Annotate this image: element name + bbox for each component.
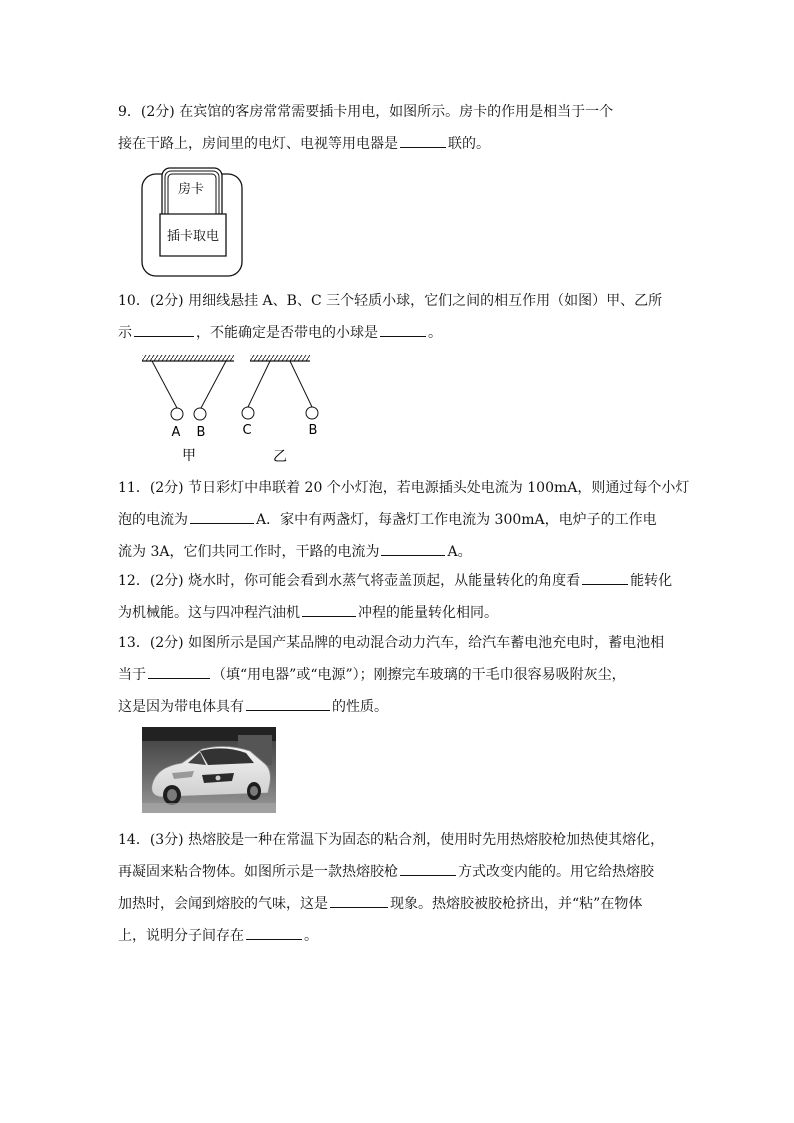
q13-line-1: 13．(2分) 如图所示是国产某品牌的电动混合动力汽车，给汽车蓄电池充电时，蓄电池相 [118, 635, 665, 651]
q10-text-c: 。 [428, 325, 442, 341]
q14-text-f: 。 [304, 928, 318, 944]
q12-text-b: 能转化 [630, 573, 673, 589]
q9-line-2 [118, 128, 678, 160]
q14-text-b: 方式改变内能的。用它给热熔胶 [458, 864, 654, 880]
q12-text-c: 为机械能。这与四冲程汽油机 [118, 605, 300, 621]
label-b-left: B [196, 425, 206, 440]
q12-text-a: 12．(2分) 烧水时，你可能会看到水蒸气将壶盖顶起，从能量转化的角度看 [118, 573, 581, 589]
question-9 [118, 96, 678, 160]
q10-text-a: 示 [118, 325, 132, 341]
hybrid-car-photo [142, 727, 276, 813]
answer-blank[interactable] [582, 570, 628, 585]
card-label: 房卡 [177, 182, 205, 197]
answer-blank[interactable] [246, 696, 330, 711]
q9-line-1: 9．(2分) 在宾馆的客房常常需要插卡用电，如图所示。房卡的作用是相当于一个 [118, 104, 614, 120]
q11-text-a: 泡的电流为 [118, 512, 188, 528]
question-14 [118, 824, 678, 952]
q10-text-b: ，不能确定是否带电的小球是 [196, 325, 378, 341]
q14-text-d: 现象。热熔胶被胶枪挤出，并“粘”在物体 [390, 896, 643, 912]
label-b-right: B [308, 423, 318, 438]
q13-line-2 [118, 659, 678, 691]
q14-line-3 [118, 888, 678, 920]
q12-text-d: 冲程的能量转化相同。 [358, 605, 498, 621]
question-12 [118, 565, 678, 629]
q9-text-b: 联的。 [448, 136, 490, 152]
q13-text-d: 的性质。 [332, 699, 388, 715]
q11-line-1: 11．(2分) 节日彩灯中串联着 20 个小灯泡，若电源插头处电流为 100mA，则通过每个小灯 [118, 480, 690, 496]
q10-line-2 [118, 317, 678, 349]
answer-blank[interactable] [190, 509, 254, 524]
slot-label: 插卡取电 [166, 229, 220, 244]
q12-line-1 [118, 565, 678, 597]
q11-text-d: A。 [447, 544, 472, 560]
q14-line-2 [118, 856, 678, 888]
q11-line-2 [118, 504, 678, 536]
q10-line-1: 10．(2分) 用细线悬挂 A、B、C 三个轻质小球，它们之间的相互作用（如图）甲、乙所 [118, 293, 663, 309]
q12-line-2 [118, 597, 678, 629]
answer-blank[interactable] [302, 602, 356, 617]
q13-line-3 [118, 691, 678, 723]
answer-blank[interactable] [380, 322, 426, 337]
answer-blank[interactable] [148, 664, 210, 679]
q14-line-1: 14．(3分) 热熔胶是一种在常温下为固态的粘合剂，使用时先用热熔胶枪加热使其熔化， [118, 832, 665, 848]
q11-text-c: 流为 3A，它们共同工作时，干路的电流为 [118, 544, 380, 560]
q14-text-e: 上，说明分子间存在 [118, 928, 244, 944]
ceiling-left [142, 355, 234, 361]
ceiling-right [250, 355, 310, 361]
question-13 [118, 627, 678, 723]
ball-c [242, 407, 254, 419]
q9-text-a: 接在干路上，房间里的电灯、电视等用电器是 [118, 136, 398, 152]
suspended-balls-figure [140, 352, 320, 466]
caption-yi: 乙 [273, 449, 287, 465]
answer-blank[interactable] [381, 541, 445, 556]
q11-text-b: A．家中有两盏灯，每盏灯工作电流为 300mA，电炉子的工作电 [256, 512, 657, 528]
answer-blank[interactable] [246, 925, 302, 940]
room-card-figure [140, 166, 246, 280]
answer-blank[interactable] [400, 861, 456, 876]
q13-text-b: （填“用电器”或“电源”）；刚擦完车玻璃的干毛巾很容易吸附灰尘， [212, 667, 626, 683]
q14-text-a: 再凝固来粘合物体。如图所示是一款热熔胶枪 [118, 864, 398, 880]
q14-line-4 [118, 920, 678, 952]
label-a: A [171, 425, 181, 440]
q13-text-a: 当于 [118, 667, 146, 683]
answer-blank[interactable] [330, 893, 388, 908]
q11-line-3 [118, 536, 678, 568]
ball-b-left [194, 408, 206, 420]
caption-jia: 甲 [182, 448, 196, 464]
answer-blank[interactable] [400, 133, 446, 148]
label-c: C [242, 423, 252, 438]
answer-blank[interactable] [134, 322, 194, 337]
ball-b-right [306, 407, 318, 419]
question-10 [118, 285, 678, 349]
ball-a [171, 408, 183, 420]
q13-text-c: 这是因为带电体具有 [118, 699, 244, 715]
question-11 [118, 472, 690, 568]
q14-text-c: 加热时，会闻到熔胶的气味，这是 [118, 896, 328, 912]
